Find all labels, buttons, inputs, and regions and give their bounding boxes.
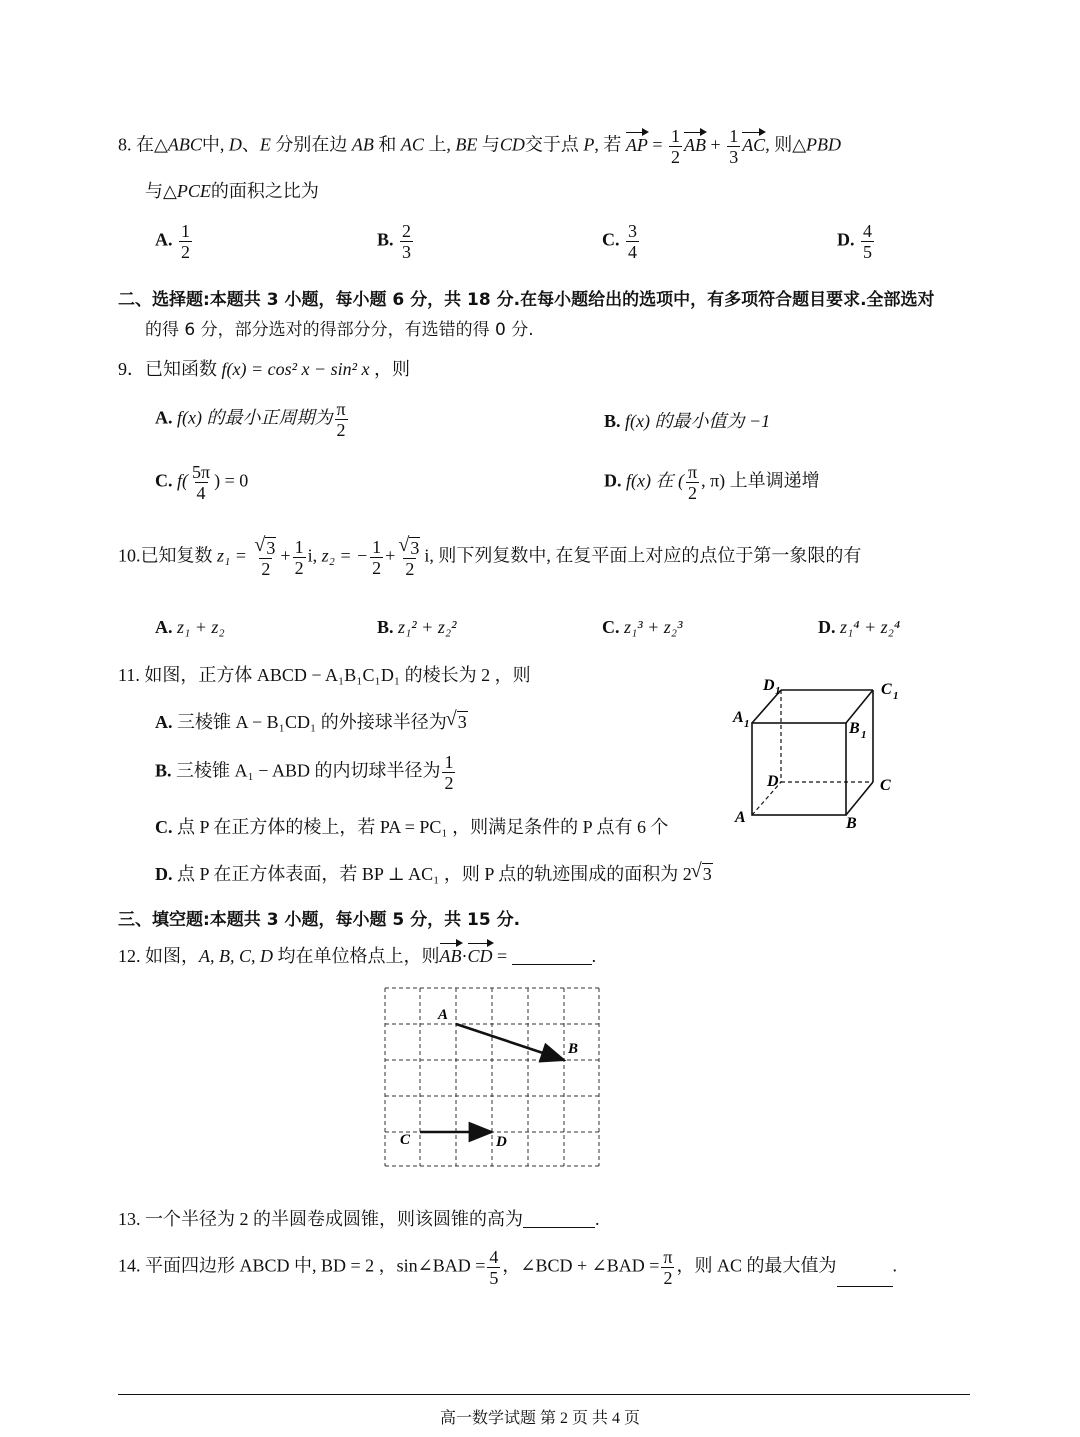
cube-label-c1: C xyxy=(881,681,892,698)
q9-option-c: C. f( $\frac{5\pi}{4}$ ) = 0 xyxy=(155,462,249,503)
section-2-heading: 二、选择题:本题共 3 小题，每小题 6 分，共 18 分.在每小题给出的选项中，有多项符合题目要求.全部选对 xyxy=(118,290,935,310)
q8-line2: 与△PCE的面积之比为 xyxy=(145,181,319,201)
q10-option-a: A. z₁ + z₂ xyxy=(155,617,225,637)
vector-ab-arrow xyxy=(456,1024,564,1060)
q8-number: 8. xyxy=(118,134,132,155)
q10-option-c: C. z₁³ + z₂³ xyxy=(602,617,683,637)
svg-text:1: 1 xyxy=(893,690,899,702)
grid-label-a: A xyxy=(438,1007,449,1023)
cube-label-b1: B xyxy=(849,720,860,737)
vector-ap: AP xyxy=(625,134,648,155)
q8-option-a: A. $\frac{1}{2}$ xyxy=(155,221,190,262)
grid-figure xyxy=(380,982,605,1172)
q11-option-d: D. 点 P 在正方体表面，若 BP ⊥ AC₁ ，则 P 点的轨迹围成的面积为 2√ 3 xyxy=(155,863,713,883)
q10-option-b: B. z₁² + z₂² xyxy=(377,617,457,637)
q13-stem: 13. 一个半径为 2 的半圆卷成圆锥，则该圆锥的高为 . xyxy=(118,1209,600,1229)
q12-stem: 12. 如图，A, B, C, D 均在单位格点上，则AB·CD = . xyxy=(118,946,597,966)
grid-label-d: D xyxy=(496,1134,507,1150)
page-footer: 高一数学试题 第 2 页 共 4 页 xyxy=(439,1410,640,1427)
cube-label-c: C xyxy=(880,777,891,794)
q11-option-a: A. 三棱锥 A − B₁CD₁ 的外接球半径为√ 3 xyxy=(155,711,468,731)
grid-label-c: C xyxy=(400,1132,411,1148)
q12-answer-blank[interactable] xyxy=(512,948,592,965)
section-2-heading-cont: 的得 6 分，部分选对的得部分分，有选错的得 0 分. xyxy=(145,320,534,340)
section-3-heading: 三、填空题:本题共 3 小题，每小题 5 分，共 15 分. xyxy=(118,910,521,930)
cube-front-face xyxy=(752,723,846,815)
q8-option-c: C. $\frac{3}{4}$ xyxy=(602,221,637,262)
cube-edge-bc xyxy=(846,782,873,815)
q11-stem: 11. 如图，正方体 ABCD − A₁B₁C₁D₁ 的棱长为 2 ，则 xyxy=(118,665,531,685)
q8-option-d: D. $\frac{4}{5}$ xyxy=(837,221,872,262)
q9-option-d: D. f(x) 在 ( $\frac{\pi}{2}$ , π) 上单调递增 xyxy=(604,462,820,503)
vector-ac: AC xyxy=(742,134,766,155)
q8-line1: 8. 在△ABC中, D、E 分别在边 AB 和 AC 上, BE 与CD交于点 P, 若 AP = $\frac{1}{2}$ AB + $\frac{1}{3}$ AC, 则△PBD xyxy=(118,126,842,167)
q8-option-b: B. $\frac{2}{3}$ xyxy=(377,221,412,262)
q9-option-b: B. f(x) 的最小值为 −1 xyxy=(604,411,771,431)
cube-label-a1: A xyxy=(733,709,744,726)
q10-option-d: D. z₁⁴ + z₂⁴ xyxy=(818,617,901,637)
svg-text:1: 1 xyxy=(861,729,867,741)
svg-text:1: 1 xyxy=(744,718,750,730)
footer-divider xyxy=(118,1394,970,1395)
q11-option-c: C. 点 P 在正方体的棱上，若 PA = PC₁ ，则满足条件的 P 点有 6 个 xyxy=(155,817,669,837)
cube-figure xyxy=(725,670,915,840)
cube-edge-b1c1 xyxy=(846,690,873,723)
q9-option-a: A. f(x) 的最小正周期为 $\frac{\pi}{2}$ xyxy=(155,399,346,440)
q14-answer-blank[interactable] xyxy=(837,1270,893,1287)
grid-label-b: B xyxy=(568,1041,579,1057)
vector-ab: AB xyxy=(684,134,707,155)
cube-label-d1: D xyxy=(763,677,775,694)
q13-answer-blank[interactable] xyxy=(523,1211,595,1228)
q11-option-b: B. 三棱锥 A₁ − ABD 的内切球半径为 $\frac{1}{2}$ xyxy=(155,752,454,793)
svg-text:1: 1 xyxy=(775,685,781,697)
cube-label-d: D xyxy=(767,773,779,790)
q9-stem: 9．已知函数 f(x) = cos² x − sin² x ，则 xyxy=(118,359,411,379)
q14-stem: 14. 平面四边形 ABCD 中, BD = 2 ，sin∠BAD = $\frac{4}{5}$ ，∠BCD + ∠BAD = $\frac{\pi}{2}$ ，则 AC 的最大值为 . xyxy=(118,1247,898,1288)
cube-label-b: B xyxy=(846,815,857,832)
unit-grid xyxy=(385,988,599,1166)
q10-stem: 10.已知复数 z₁ = √ $\frac{3}{2}$ + $\frac{1}{2}$ i, z₂ = − $\frac{1}{2}$ + √ $\frac{3}{2}$ i, 则下列复数中, 在复平面上对应的点位于第一象限的有 xyxy=(118,537,861,578)
cube-label-a: A xyxy=(735,809,746,826)
